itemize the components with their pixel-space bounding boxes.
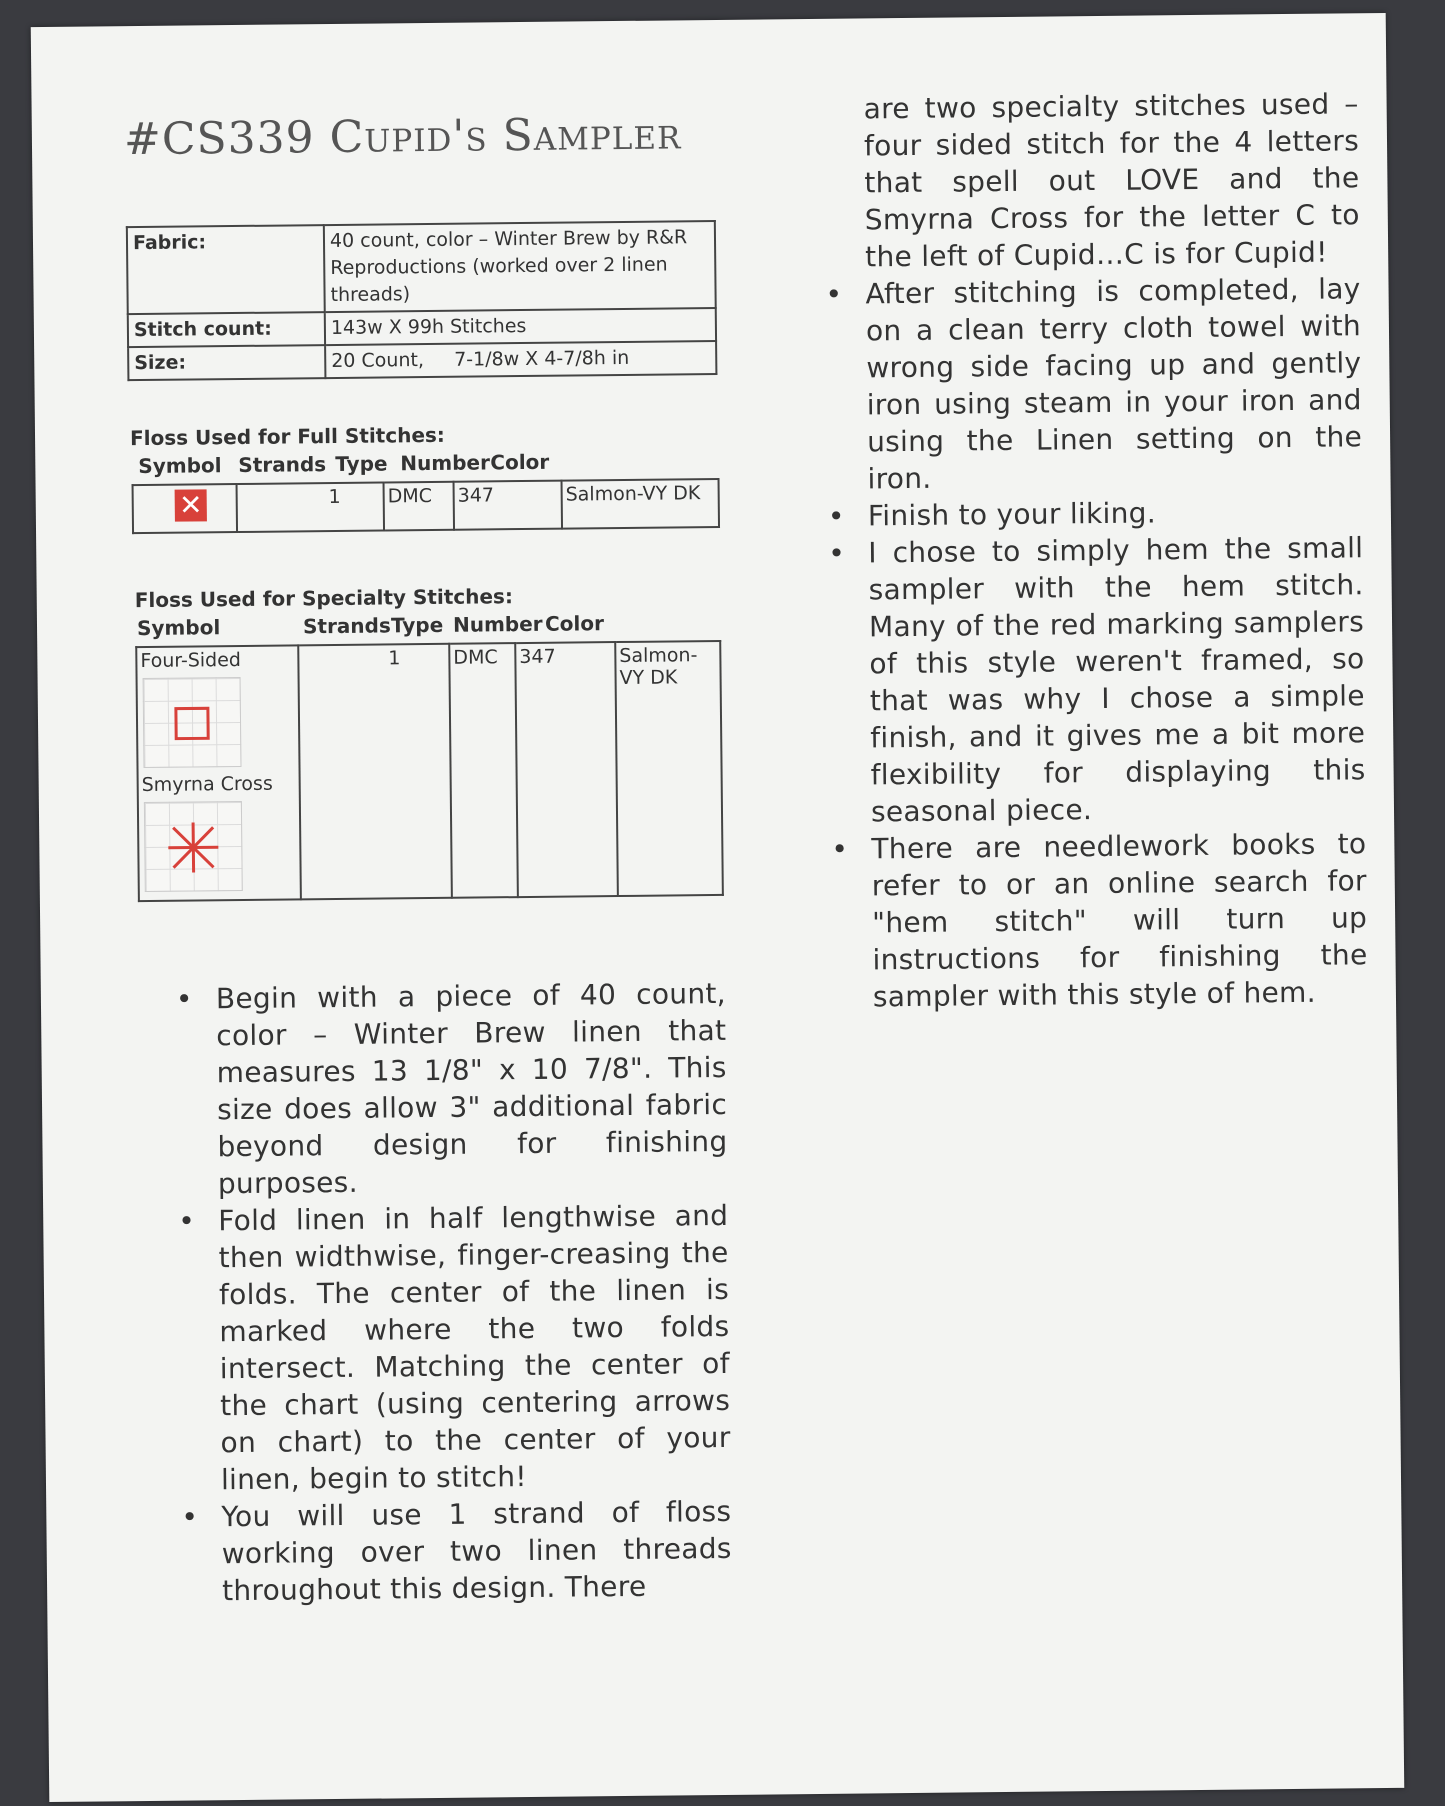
type-cell: DMC (449, 643, 518, 898)
symbol-cell (133, 484, 237, 533)
four-sided-label: Four-Sided (140, 648, 242, 673)
page-title: #CS339 Cupid's Sampler (123, 108, 682, 166)
list-item: • You will use 1 strand of floss working over two linen threads throughout this design. There (181, 1493, 732, 1610)
column-header: Strands (302, 613, 391, 639)
specialty-stitches-table (135, 640, 724, 902)
list-item: • There are needlework books to refer to or an online search for "hem stitch" will turn up instructions for finishing the sampler with this style of hem. (831, 825, 1368, 1016)
four-sided-square-icon (143, 677, 242, 768)
table-row (128, 341, 716, 380)
size-label: Size: (128, 345, 325, 380)
stitch-count-label: Stitch count: (128, 312, 325, 347)
column-header: Symbol (136, 615, 221, 641)
list-item: • Fold linen in half lengthwise and then widthwise, finger-creasing the folds. The center of the linen is marked where the two folds intersect. Matching the center of the chart (using centering arrows on chart) to the center of your linen, begin to stitch! (178, 1197, 731, 1499)
right-column-instructions (823, 85, 1368, 1016)
specialty-stitches-column-headers (135, 610, 675, 642)
left-column-instructions (176, 975, 733, 1610)
list-item: • After stitching is completed, lay on a clean terry cloth towel with wrong side facing up and gently iron using steam in your iron and using the Linen setting on the iron. (825, 270, 1362, 498)
color-cell: Salmon-VY DK (562, 479, 719, 529)
smyrna-cross-icon (144, 801, 243, 892)
fabric-info-table (126, 220, 718, 381)
column-header: Color (544, 611, 605, 636)
strands-cell: 1 (237, 482, 384, 532)
number-cell: 347 (515, 642, 618, 897)
column-header: Number (452, 611, 543, 637)
table-row (136, 641, 723, 901)
strands-cell: 1 (298, 644, 452, 900)
column-header: Symbol (138, 453, 222, 479)
list-item: • Finish to your liking. (828, 492, 1363, 535)
column-header: Type (335, 451, 388, 476)
full-stitches-table (132, 478, 720, 534)
type-cell: DMC (384, 482, 454, 531)
color-cell: Salmon-VY DK (615, 641, 723, 896)
list-item: • Begin with a piece of 40 count, color – Winter Brew linen that measures 13 1/8" x 10 7/8". This size does allow 3" additional fabric beyond design for finishing purposes. (176, 975, 728, 1203)
fabric-value: 40 count, color – Winter Brew by R&R Reproductions (worked over 2 linen threads) (324, 221, 716, 312)
symbol-cell (136, 645, 301, 901)
fabric-label: Fabric: (127, 225, 325, 314)
column-header: Strands (238, 452, 327, 477)
smyrna-cross-label: Smyrna Cross (141, 772, 273, 797)
x-stitch-icon: ✕ (175, 489, 207, 521)
number-cell: 347 (454, 481, 562, 530)
column-header: Type (390, 612, 444, 638)
table-row (133, 479, 719, 533)
column-header: Color (490, 449, 550, 475)
instruction-page (31, 13, 1405, 1802)
continued-paragraph: are two specialty stitches used – four sided stitch for the 4 letters that spell out LOVE and the Smyrna Cross for the letter C to the left of Cupid…C is for Cupid! (863, 87, 1360, 274)
stitch-count-value: 143w X 99h Stitches (325, 308, 716, 345)
size-value: 20 Count, 7-1/8w X 4-7/8h in (325, 341, 716, 378)
column-header: Number (400, 450, 491, 476)
specialty-stitches-heading: Floss Used for Specialty Stitches: (134, 584, 513, 613)
list-item: • I chose to simply hem the small sampler with the hem stitch. Many of the red marking samplers of this style weren't framed, so that was why I chose a simple finish, and it gives me a bit more flexibility for displaying this seasonal piece. (828, 529, 1366, 831)
full-stitches-column-headers (130, 449, 650, 480)
table-row (127, 221, 716, 314)
full-stitches-heading: Floss Used for Full Stitches: (129, 422, 445, 451)
